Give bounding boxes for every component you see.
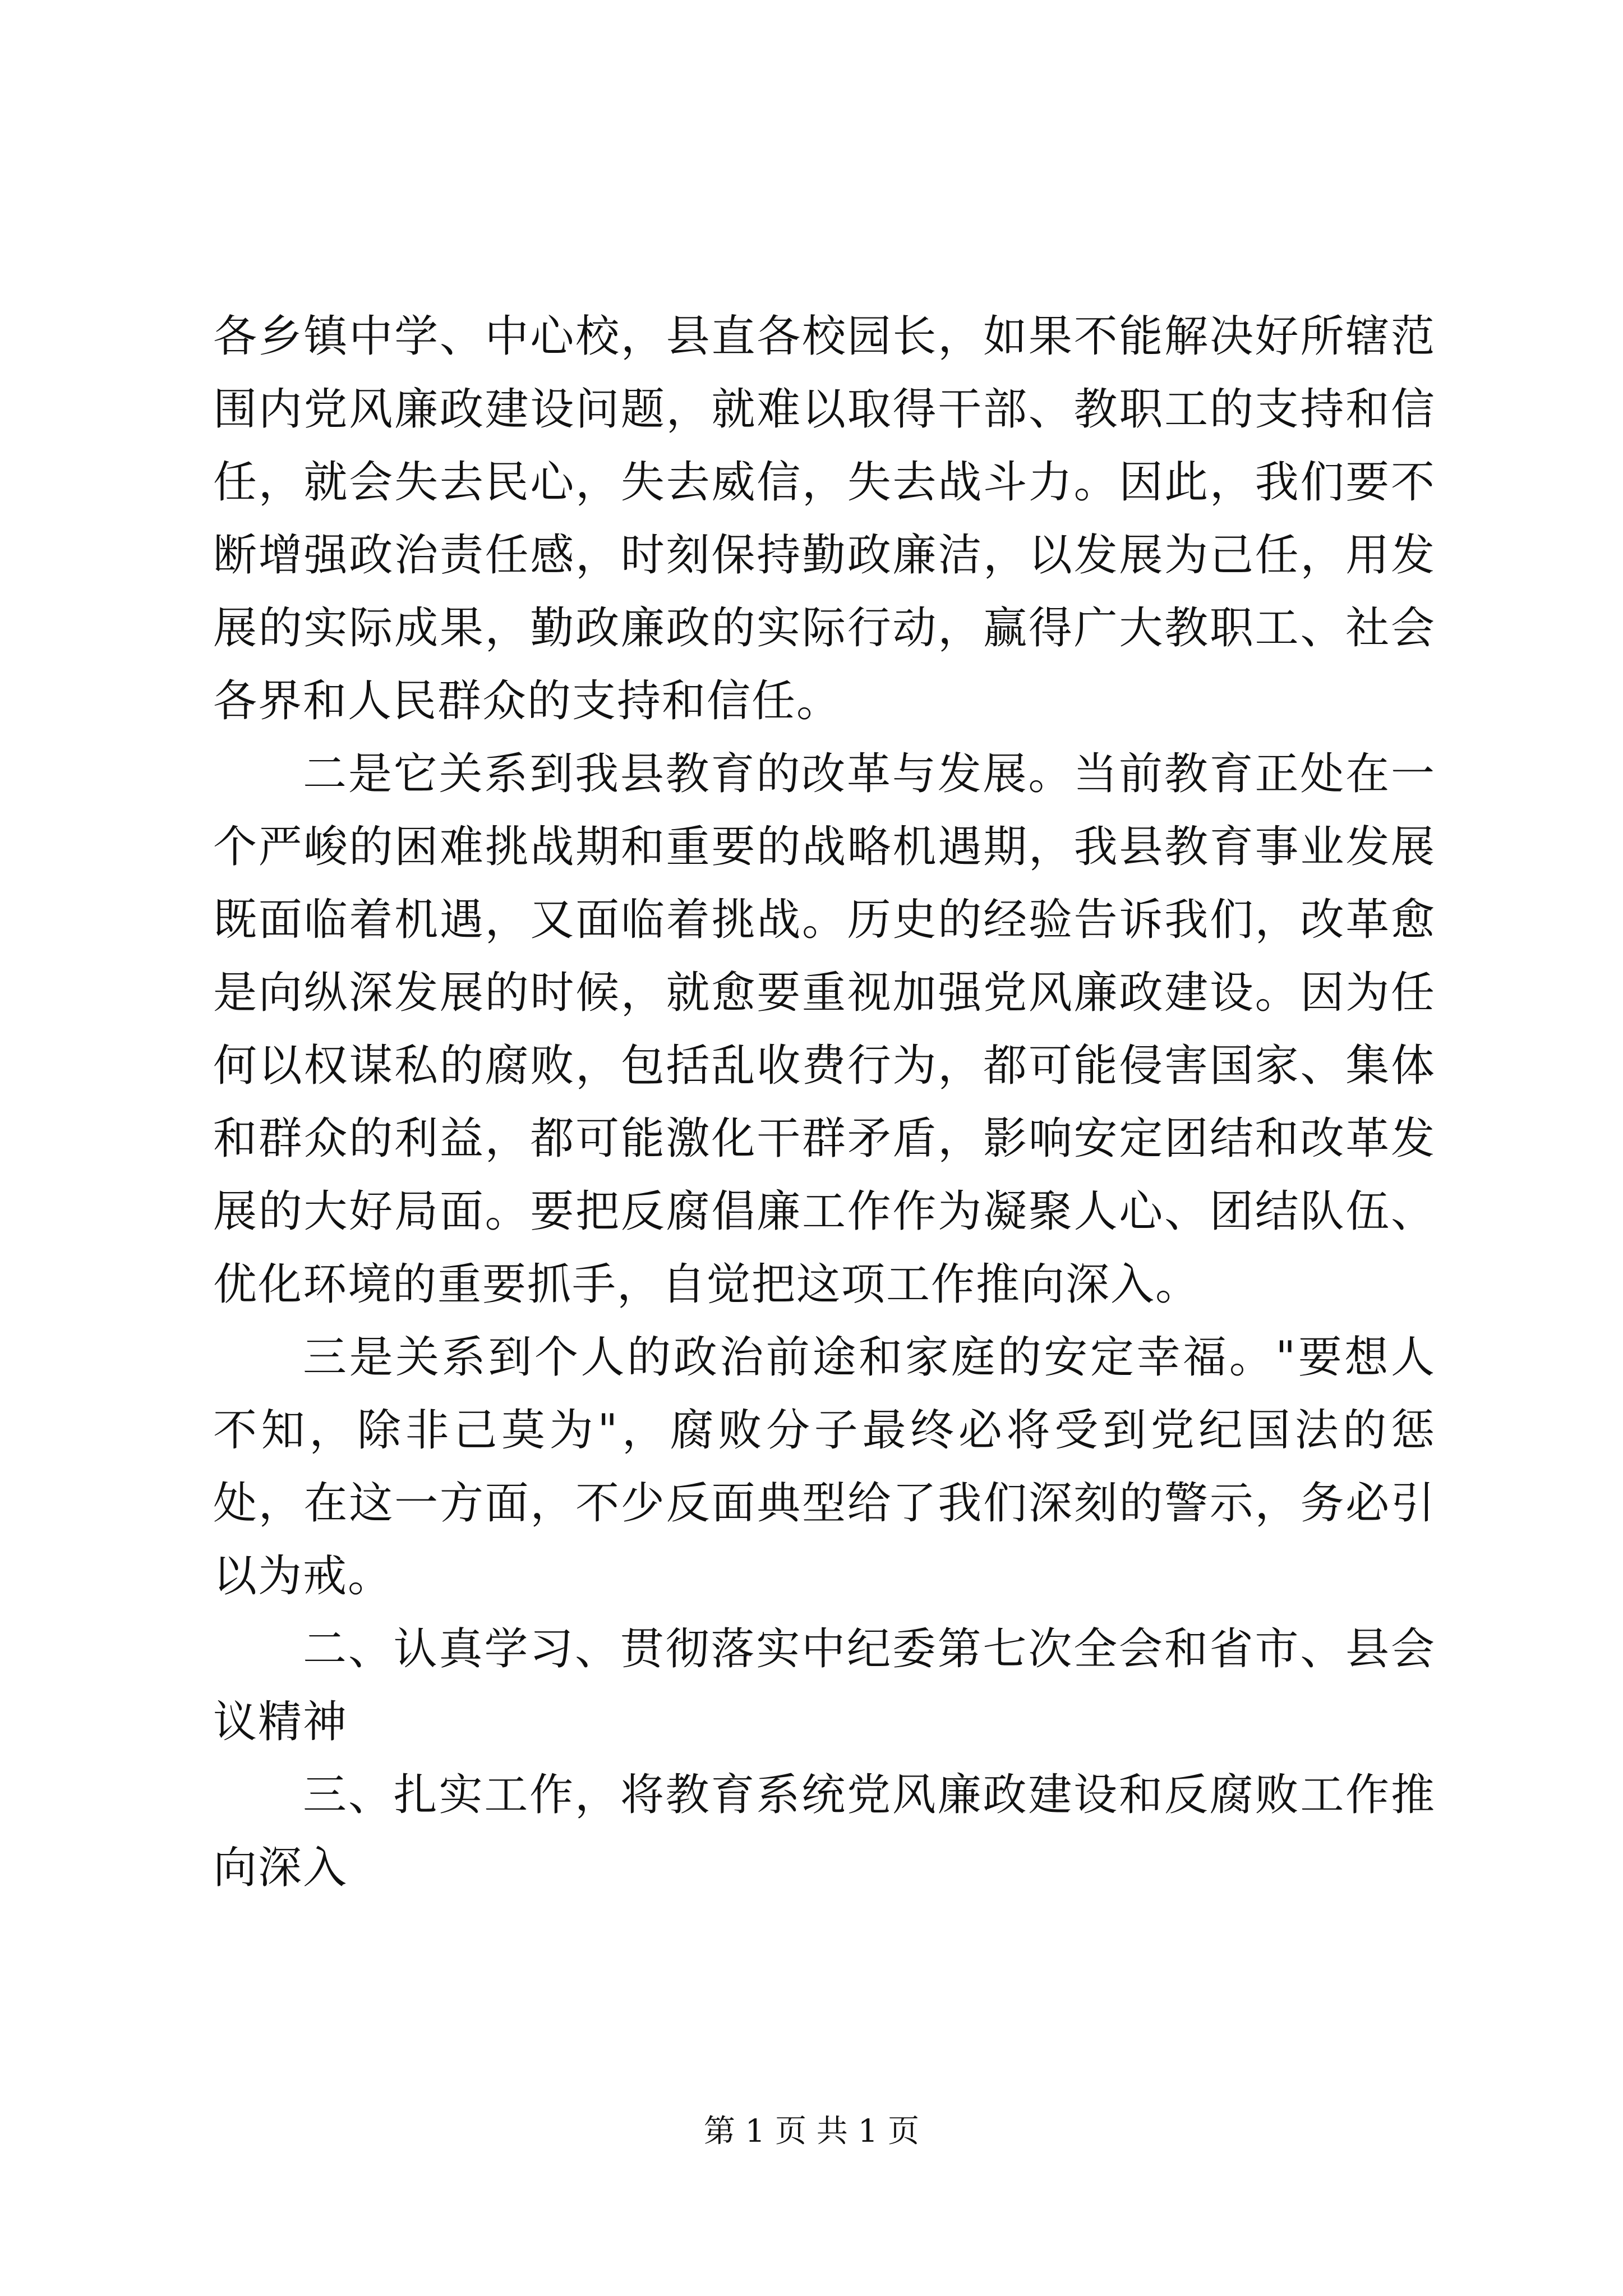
- section-heading-3: 三、扎实工作，将教育系统党风廉政建设和反腐败工作推向深入: [213, 1770, 1436, 1893]
- section-heading-2: 二、认真学习、贯彻落实中纪委第七次全会和省市、县会议精神: [213, 1624, 1436, 1747]
- paragraph-2: 二是它关系到我县教育的改革与发展。当前教育正处在一个严峻的困难挑战期和重要的战略机遇期，我县教育事业发展既面临着机遇，又面临着挑战。历史的经验告诉我们，改革愈是向纵深发展的时候，就愈要重视加强党风廉政建设。因为任何以权谋私的腐败，包括乱收费行为，都可能侵害国家、集体和群众的利益，都可能激化干群矛盾，影响安定团结和改革发展的大好局面。要把反腐倡廉工作作为凝聚人心、团结队伍、优化环境的重要抓手，自觉把这项工作推向深入。: [213, 749, 1436, 1310]
- document-body: [213, 300, 1436, 1904]
- paragraph-1: 各乡镇中学、中心校，县直各校园长，如果不能解决好所辖范围内党风廉政建设问题，就难以取得干部、教职工的支持和信任，就会失去民心，失去威信，失去战斗力。因此，我们要不断增强政治责任感，时刻保持勤政廉洁，以发展为己任，用发展的实际成果，勤政廉政的实际行动，赢得广大教职工、社会各界和人民群众的支持和信任。: [213, 311, 1436, 726]
- page-footer: 第 1 页 共 1 页: [703, 2113, 920, 2150]
- paragraph-3: 三是关系到个人的政治前途和家庭的安定幸福。"要想人不知，除非己莫为"，腐败分子最终必将受到党纪国法的惩处，在这一方面，不少反面典型给了我们深刻的警示，务必引以为戒。: [213, 1332, 1436, 1602]
